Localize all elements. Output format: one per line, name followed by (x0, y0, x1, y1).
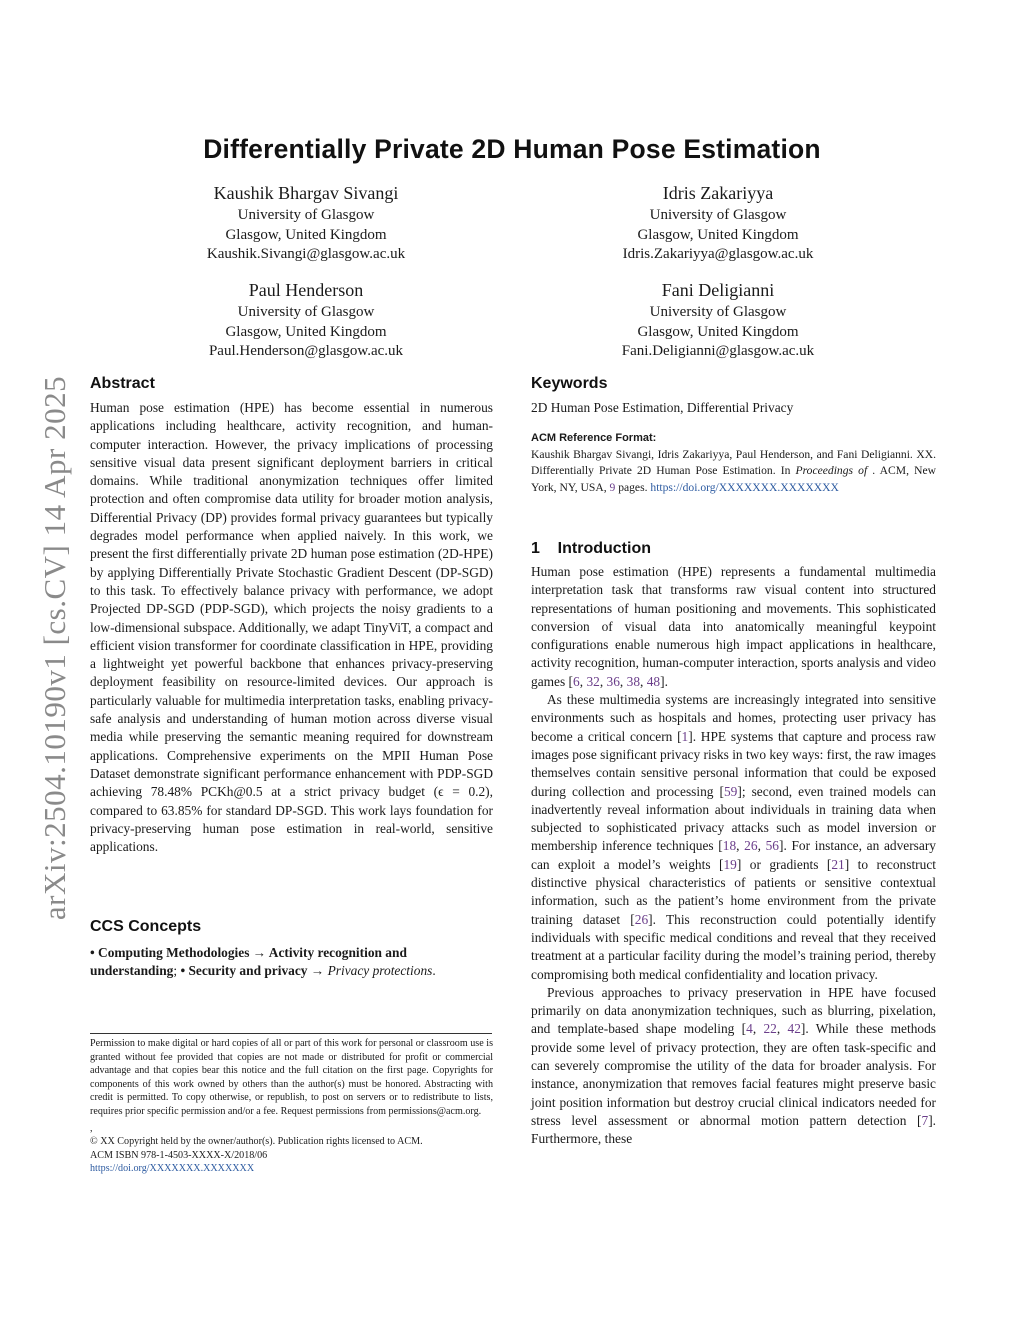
author-affiliation: University of Glasgow (649, 207, 787, 223)
author-email: Idris.Zakariyya@glasgow.ac.uk (622, 246, 814, 262)
acm-ref-part1: Kaushik Bhargav Sivangi, Idris Zakariyya, Paul Henderson, and Fani Deligianni. XX. Differentially Private 2D Human Pose Estimation. In (531, 448, 936, 478)
acm-reference-text (531, 447, 936, 496)
text-run: ]. (660, 673, 668, 689)
abstract-text: Human pose estimation (HPE) has become essential in numerous applications including healthcare, activity recognition, and human-computer interaction. However, the privacy implications of processing sensitive visual data present significant deployment barriers in critical domains. While traditional anonymization techniques offer limited protection and often compromise data utility for broader motion analysis, Differential Privacy (DP) provides formal privacy guarantees but typically degrades model performance when applied naively. In this work, we present the first differentially private 2D human pose estimation (2D-HPE) by applying Differentially Private Stochastic Gradient Descent (DP-SGD) to this task. To effectively balance privacy with performance, we adopt Projected DP-SGD (PDP-SGD), which projects the noisy gradients to a low-dimensional subspace. Additionally, we adapt TinyViT, a compact and efficient vision transformer for coordinate classification in HPE, providing a lightweight yet powerful backbone that enhances privacy-preserving deployment feasibility on resource-limited devices. Our approach is particularly valuable for multimedia interpretation tasks, enabling privacy-safe analysis and understanding of human motion across diverse visual media while preserving the semantic meaning required for downstream applications. Comprehensive experiments on the MPII Human Pose Dataset demonstrate significant performance enhancement with PDP-SGD achieving 78.48% PCKh@0.5 at a strict privacy budget (ϵ = 0.2), compared to 63.85% for standard DP-SGD. This work lays foundation for privacy-preserving human pose estimation in real-world, sensitive applications. (90, 400, 493, 855)
citation-link[interactable]: 36 (606, 673, 620, 689)
citation-link[interactable]: 22 (763, 1021, 777, 1037)
keywords-text: 2D Human Pose Estimation, Differential Privacy (531, 400, 794, 415)
citation-link[interactable]: 56 (765, 838, 779, 854)
abstract-heading: Abstract (90, 375, 155, 392)
acm-reference-section (531, 430, 936, 496)
introduction-text (531, 563, 936, 1149)
arxiv-identifier-stamp: arXiv:2504.10190v1 [cs.CV] 14 Apr 2025 (37, 375, 72, 921)
author-block-4 (553, 279, 883, 362)
author-block-1 (141, 182, 471, 265)
introduction-section (531, 540, 936, 1149)
citation-link[interactable]: 26 (634, 911, 649, 927)
text-run: ]. HPE systems that capture and process raw images pose significant privacy risks in two key ways: first, the raw images themselves contain sensitive personal information that could be exposed during collection and processing [ (531, 728, 936, 799)
citation-link[interactable]: 7 (921, 1112, 929, 1128)
text-run: ]. While these methods provide some level of privacy protection, they are often task-specific and can severely compromise the utility of the data for broader analysis. For instance, anonymization that removes facial features might preserve basic joint position information but destroy crucial clinical indicators needed for stress level assessment or abnormal motion pattern detection [ (531, 1021, 936, 1128)
author-name: Kaushik Bhargav Sivangi (213, 183, 399, 203)
isbn: ACM ISBN 978-1-4503-XXXX-X/2018/06 (90, 1149, 268, 1161)
introduction-heading: 1 Introduction (531, 540, 651, 557)
copyright-notice: © XX Copyright held by the owner/author(s). Publication rights licensed to ACM. (90, 1136, 423, 1148)
intro-paragraph-3: Previous approaches to privacy preservation in HPE have focused primarily on data anonymization techniques, such as blurring, pixelation, and template-based shape modeling [4, 22, 42]. While these methods provide some level of privacy protection, they are often task-specific and can severely compromise the utility of the data for broader analysis. For instance, anonymization that removes facial features might preserve basic joint position information but destroy crucial clinical indicators needed for stress level assessment or abnormal motion pattern detection [7]. Furthermore, these (531, 984, 936, 1147)
citation-link[interactable]: 1 (681, 728, 689, 744)
text-run: ]. This reconstruction could potentially identify individuals with specific medical conditions and reveal that they received treatment at a particular facility during the model’s training period, thereby compromising both medical confidentiality and location privacy. (531, 911, 936, 982)
acm-reference-heading: ACM Reference Format: (531, 432, 657, 444)
author-block-3 (141, 279, 471, 362)
author-name: Fani Deligianni (661, 280, 775, 300)
acm-ref-part2: . ACM, New York, NY, USA, (531, 464, 936, 494)
footnote-doi-link[interactable]: https://doi.org/XXXXXXX.XXXXXXX (90, 1163, 255, 1175)
author-name: Idris Zakariyya (662, 183, 774, 203)
author-block-2 (553, 182, 883, 265)
text-run: Human pose estimation (HPE) represents a fundamental multimedia interpretation task that transforms raw visual content into structured representations of human positioning and movements. This sophisticated conversion of visual data into anatomically meaningful keypoint configurations enable numerous high impact applications in healthcare, activity recognition, human-computer interaction, sports analysis and video games [ (531, 564, 936, 689)
intro-paragraph-1: Human pose estimation (HPE) represents a fundamental multimedia interpretation task that transforms raw visual content into structured representations of human positioning and movements. This sophisticated conversion of visual data into anatomically meaningful keypoint configurations enable numerous high impact applications in healthcare, activity recognition, human-computer interaction, sports analysis and video games [6, 32, 36, 38, 48]. (531, 564, 936, 689)
acm-ref-pages[interactable]: 9 (609, 480, 616, 494)
intro-paragraph-2: As these multimedia systems are increasingly integrated into sensitive environments such as hospitals and homes, protecting user privacy has become a critical concern [1]. HPE systems that capture and process raw images pose significant privacy risks in two key ways: first, the raw images themselves contain sensitive personal information that could be exposed during collection and processing [59]; second, even trained models can inadvertently reveal information about individuals in training data when subjected to sophisticated privacy attacks such as model inversion or membership inference techniques [18, 26, 56]. For instance, an adversary can exploit a model’s weights [19] or gradients [21] to reconstruct distinctive physical characteristics of patients or sensitive contextual information, such as the patient’s home environment from the private training dataset [26]. This reconstruction could potentially identify individuals with specific medical conditions and reveal that they received treatment at a particular facility during the model’s training period, thereby compromising both medical confidentiality and location privacy. (531, 692, 937, 982)
keywords-section (531, 375, 936, 417)
keywords-heading: Keywords (531, 375, 608, 392)
acm-ref-doi-link[interactable]: https://doi.org/XXXXXXX.XXXXXXX (650, 480, 839, 494)
text-run: ] to reconstruct distinctive physical characteristics of patients or sensitive contextual information, such as the patient’s home environment from the private training dataset [ (531, 856, 937, 927)
author-affiliation: University of Glasgow (649, 304, 787, 320)
ccs-concepts-text (90, 944, 493, 981)
author-affiliation: University of Glasgow (237, 304, 375, 320)
ccs-end: . (432, 963, 436, 979)
citation-link[interactable]: 48 (646, 673, 661, 689)
citation-link[interactable]: 42 (787, 1021, 801, 1037)
ccs-concept-2-sub: Privacy protections (327, 963, 433, 979)
text-run: ] or gradients [ (736, 856, 832, 872)
ccs-concept-1: • Computing Methodologies → Activity recognition and understanding (90, 945, 407, 979)
citation-link[interactable]: 6 (573, 673, 580, 689)
text-run: ]. For instance, an adversary can exploit a model’s weights [ (531, 838, 936, 872)
author-email: Paul.Henderson@glasgow.ac.uk (208, 343, 404, 359)
citation-link[interactable]: 26 (744, 838, 758, 854)
ccs-concepts-section (90, 918, 493, 981)
citation-link[interactable]: 4 (746, 1021, 753, 1037)
author-location: Glasgow, United Kingdom (637, 226, 799, 243)
paper-title: Differentially Private 2D Human Pose Estimation (203, 134, 821, 164)
author-location: Glasgow, United Kingdom (637, 323, 799, 340)
citation-link[interactable]: 59 (723, 783, 738, 799)
author-name: Paul Henderson (248, 280, 364, 300)
author-location: Glasgow, United Kingdom (225, 323, 387, 340)
footnote-comma: , (90, 1122, 93, 1134)
abstract-section (90, 375, 493, 856)
ccs-concepts-heading: CCS Concepts (90, 918, 202, 935)
author-affiliation: University of Glasgow (237, 207, 375, 223)
citation-link[interactable]: 19 (723, 856, 737, 872)
citation-link[interactable]: 21 (831, 856, 845, 872)
ccs-separator: ; (173, 963, 181, 979)
footnote-block (90, 1037, 493, 1176)
citation-link[interactable]: 18 (722, 838, 737, 854)
text-run: Previous approaches to privacy preservation in HPE have focused primarily on data anonymization techniques, such as blurring, pixelation, and template-based shape modeling [ (531, 984, 936, 1037)
text-run: As these multimedia systems are increasingly integrated into sensitive environments such as hospitals and homes, protecting user privacy has become a critical concern [ (531, 692, 936, 744)
author-email: Kaushik.Sivangi@glasgow.ac.uk (206, 246, 406, 262)
author-email: Fani.Deligianni@glasgow.ac.uk (621, 343, 815, 359)
author-location: Glasgow, United Kingdom (225, 226, 387, 243)
text-run: ]. Furthermore, these (531, 1112, 936, 1147)
text-run: ]; second, even trained models can inadvertently reveal information about individuals in training data when subjected to sophisticated privacy attacks such as model inversion or membership inference techniques [ (531, 783, 936, 854)
acm-ref-proceedings: Proceedings of (795, 464, 868, 478)
footnote-rule (90, 1033, 492, 1034)
acm-ref-part3: pages. (615, 480, 651, 494)
ccs-concept-2: • Security and privacy → (180, 963, 325, 979)
citation-link[interactable]: 32 (586, 673, 600, 689)
citation-link[interactable]: 38 (626, 673, 641, 689)
permission-notice: Permission to make digital or hard copies of all or part of this work for personal or classroom use is granted without fee provided that copies are not made or distributed for profit or commercial advantage and that copies bear this notice and the full citation on the first page. Copyrights for components of this work owned by others than the author(s) must be honored. Abstracting with credit is permitted. To copy otherwise, or republish, to post on servers or to redistribute to lists, requires prior specific permission and/or a fee. Request permissions from permissions@acm.org. (90, 1038, 493, 1117)
